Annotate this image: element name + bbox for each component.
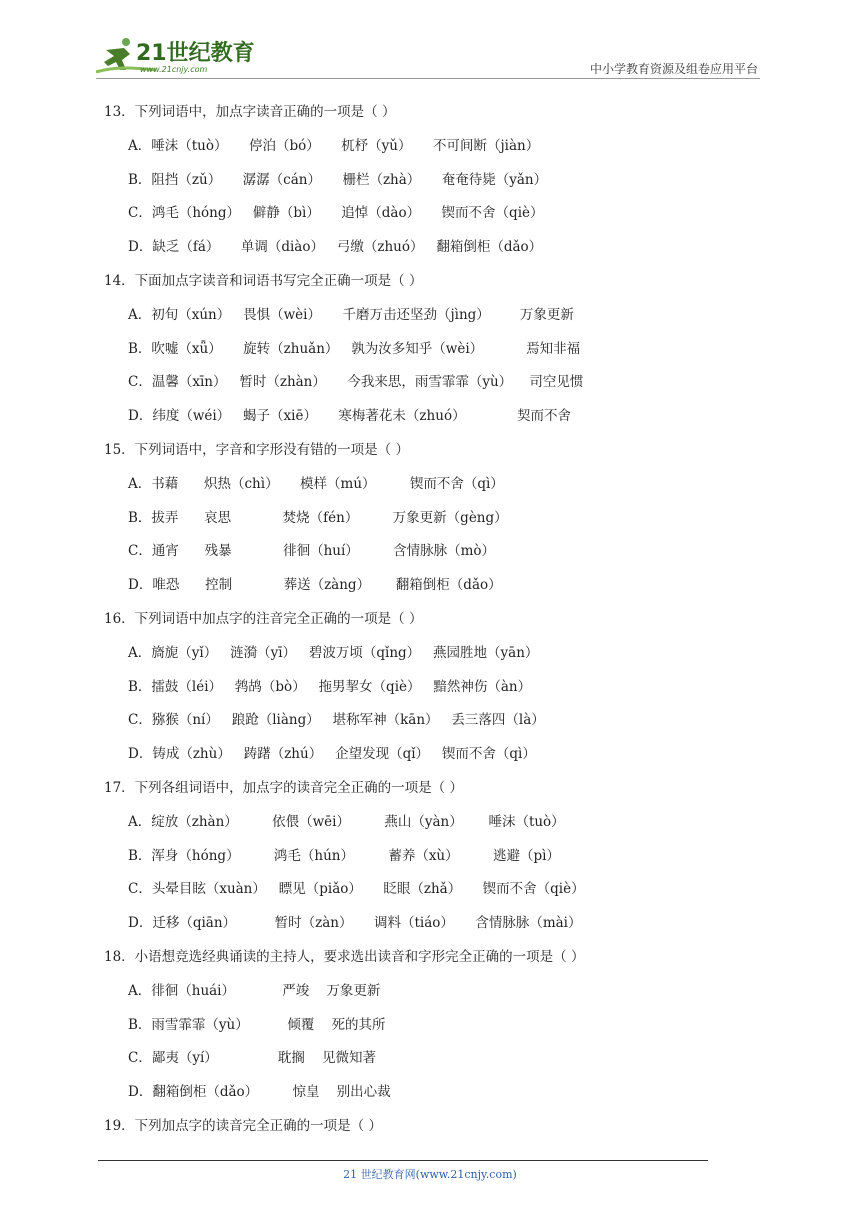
page-header — [96, 30, 760, 80]
answer-option: C．鄙夷（yí） 耽搁 见微知著 — [128, 1050, 377, 1067]
footer-divider — [98, 1160, 708, 1161]
question-stem: 13．下列词语中，加点字读音正确的一项是（ ） — [104, 104, 396, 120]
answer-option: D．翻箱倒柜（dǎo） 惊皇 别出心裁 — [128, 1084, 391, 1101]
answer-option: A．书藉 炽热（chì） 模样（mú） 锲而不舍（qì） — [128, 475, 504, 492]
answer-option: C．头晕目眩（xuàn） 瞟见（piǎo） 眨眼（zhǎ） 锲而不舍（qiè） — [128, 881, 585, 898]
question-list — [104, 96, 744, 1144]
platform-name: 中小学教育资源及组卷应用平台 — [589, 62, 758, 76]
answer-option: D．唯恐 控制 葬送（zàng） 翻箱倒柜（dǎo） — [128, 577, 502, 594]
answer-option: D．纬度（wéi） 蝎子（xiē） 寒梅著花未（zhuó） 契而不舍 — [128, 408, 572, 425]
answer-option: B．雨雪霏霏（yù） 倾覆 死的其所 — [128, 1016, 386, 1033]
footer-text: 21 世纪教育网(www.21cnjy.com) — [343, 1168, 517, 1181]
answer-option: B．吹嘘（xǖ） 旋转（zhuǎn） 孰为汝多知乎（wèi） 焉知非福 — [128, 340, 581, 357]
question-stem: 16．下列词语中加点字的注音完全正确的一项是（ ） — [104, 610, 423, 627]
header-divider — [96, 78, 760, 79]
answer-option: C．通宵 残暴 徘徊（huí） 含情脉脉（mò） — [128, 543, 496, 560]
question-stem: 15．下列词语中，字音和字形没有错的一项是（ ） — [104, 441, 409, 458]
logo-text: 21世纪教育 — [136, 41, 255, 66]
site-logo — [96, 36, 266, 76]
answer-option: B．阻挡（zǔ） 潺潺（cán） 栅栏（zhà） 奄奄待毙（yǎn） — [128, 171, 548, 188]
logo-url: www.21cnjy.com — [140, 65, 208, 74]
answer-option: C．猕猴（ní） 踉跄（liàng） 堪称军神（kān） 丢三落四（là） — [128, 712, 545, 729]
answer-option: A．初旬（xún） 畏惧（wèi） 千磨万击还坚劲（jìng） 万象更新 — [128, 306, 574, 323]
answer-option: A．唾沫（tuò） 停泊（bó） 杌杼（yǔ） 不可间断（jiàn） — [128, 137, 540, 154]
question-stem: 17．下列各组词语中，加点字的读音完全正确的一项是（ ） — [104, 779, 463, 796]
answer-option: B．擂鼓（léi） 鹁鸪（bò） 拖男挈女（qiè） 黯然神伤（àn） — [128, 678, 532, 695]
answer-option: C．温馨（xīn） 暂时（zhàn） 今我来思，雨雪霏霏（yù） 司空见惯 — [128, 374, 584, 391]
answer-option: A．徘徊（huái） 严竣 万象更新 — [128, 982, 381, 999]
answer-option: D．铸成（zhù） 踌躇（zhú） 企望发现（qǐ） 锲而不舍（qì） — [128, 746, 536, 763]
answer-option: D．缺乏（fá） 单调（diào） 弓缴（zhuó） 翻箱倒柜（dǎo） — [128, 239, 543, 256]
answer-option: A．绽放（zhàn） 依偎（wēi） 燕山（yàn） 唾沫（tuò） — [128, 813, 565, 830]
question-stem: 19．下列加点字的读音完全正确的一项是（ ） — [104, 1117, 382, 1134]
question-stem: 18．小语想竞选经典诵读的主持人，要求选出读音和字形完全正确的一项是（ ） — [104, 948, 585, 965]
answer-option: C．鸿毛（hóng） 僻静（bì） 追悼（dào） 锲而不舍（qiè） — [128, 205, 544, 222]
answer-option: A．旖旎（yǐ） 涟漪（yī） 碧波万顷（qǐng） 燕园胜地（yān） — [128, 644, 539, 661]
answer-option: B．拔弄 哀思 焚烧（fén） 万象更新（gèng） — [128, 509, 508, 526]
answer-option: B．浑身（hóng） 鸿毛（hún） 蓄养（xù） 逃避（pì） — [128, 847, 560, 864]
question-stem: 14．下面加点字读音和词语书写完全正确一项是（ ） — [104, 272, 423, 289]
answer-option: D．迁移（qiān） 暂时（zàn） 调料（tiáo） 含情脉脉（mài） — [128, 915, 582, 932]
